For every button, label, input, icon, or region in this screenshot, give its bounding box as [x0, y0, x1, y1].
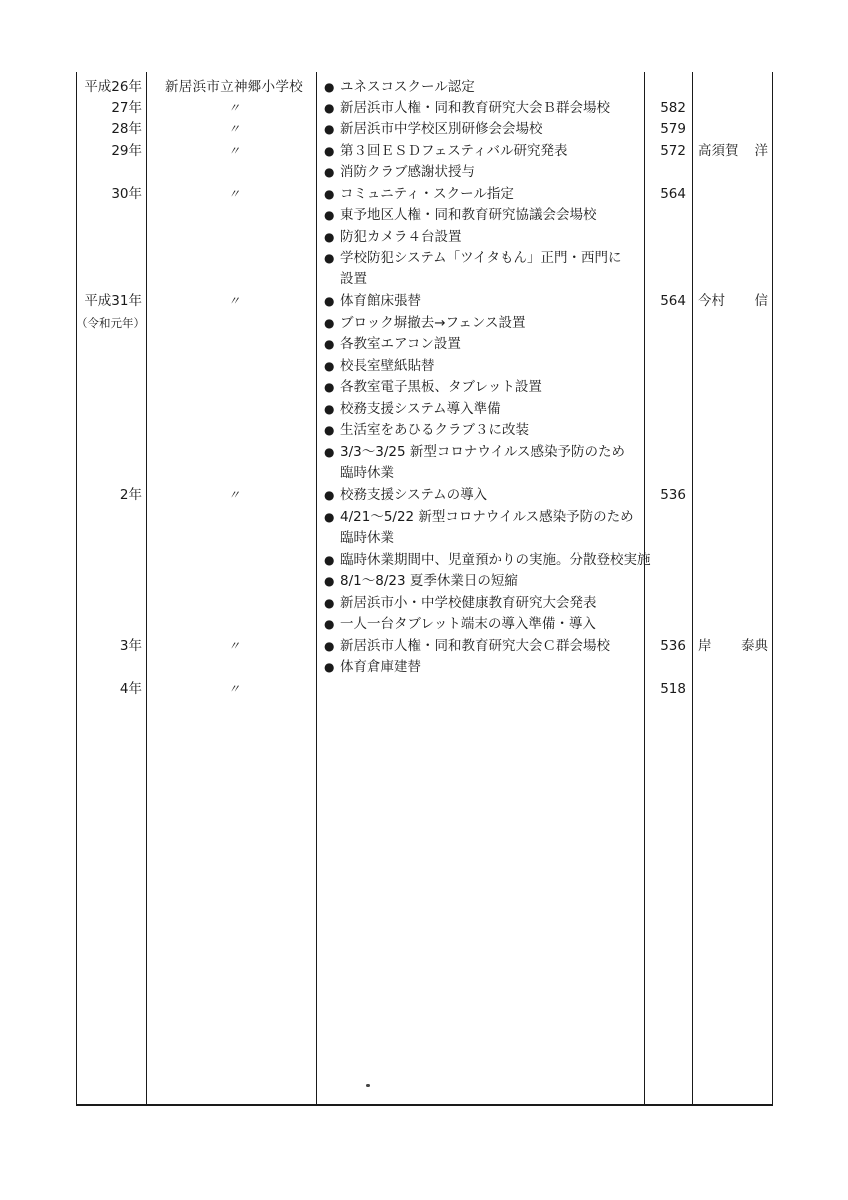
year-cell: 28年 — [111, 121, 142, 137]
bullet-icon: ● — [324, 445, 335, 459]
event-item: 体育館床張替 — [340, 293, 421, 309]
bullet-icon: ● — [324, 423, 335, 437]
bullet-icon: ● — [324, 337, 335, 351]
event-item: 4/21～5/22 新型コロナウイルス感染予防のため — [340, 509, 634, 525]
event-item: ブロック塀撤去→フェンス設置 — [340, 315, 526, 331]
column-divider-events — [644, 72, 645, 1106]
student-count: 582 — [660, 100, 686, 116]
event-item: ユネスコスクール認定 — [340, 79, 475, 95]
student-count: 518 — [660, 681, 686, 697]
ditto-mark: 〃 — [227, 122, 240, 136]
bullet-icon: ● — [324, 596, 335, 610]
ditto-mark: 〃 — [227, 294, 240, 308]
scan-speck — [366, 1084, 370, 1087]
table-right-border — [772, 72, 773, 1106]
school-cell: 新居浜市立神郷小学校 — [165, 79, 303, 95]
principal-name — [698, 636, 768, 657]
ditto-mark: 〃 — [227, 488, 240, 502]
bullet-icon: ● — [324, 617, 335, 631]
year-cell: 27年 — [111, 100, 142, 116]
bullet-icon: ● — [324, 402, 335, 416]
bullet-icon: ● — [324, 553, 335, 567]
bullet-icon: ● — [324, 294, 335, 308]
bullet-icon: ● — [324, 230, 335, 244]
bullet-icon: ● — [324, 639, 335, 653]
bullet-icon: ● — [324, 574, 335, 588]
principal-given-name: 泰典 — [741, 638, 768, 654]
student-count: 564 — [660, 186, 686, 202]
bullet-icon: ● — [324, 660, 335, 674]
year-cell: 30年 — [111, 186, 142, 202]
event-item-continuation: 臨時休業 — [340, 530, 394, 546]
year-cell: 4年 — [119, 681, 142, 697]
bullet-icon: ● — [324, 80, 335, 94]
bullet-icon: ● — [324, 187, 335, 201]
ditto-mark: 〃 — [227, 101, 240, 115]
bullet-icon: ● — [324, 122, 335, 136]
bullet-icon: ● — [324, 208, 335, 222]
event-item: 消防クラブ感謝状授与 — [340, 164, 475, 180]
event-item: 新居浜市小・中学校健康教育研究大会発表 — [340, 595, 597, 611]
year-subnote: （令和元年） — [76, 316, 145, 330]
event-item: 8/1～8/23 夏季休業日の短縮 — [340, 573, 518, 589]
column-divider-school — [316, 72, 317, 1106]
table-left-border — [76, 72, 77, 1106]
principal-name — [698, 141, 768, 162]
principal-given-name: 信 — [754, 293, 768, 309]
event-item: 一人一台タブレット端末の導入準備・導入 — [340, 616, 596, 632]
ditto-mark: 〃 — [227, 639, 240, 653]
event-item: 新居浜市中学校区別研修会会場校 — [340, 121, 543, 137]
year-cell: 平成31年 — [84, 293, 142, 309]
principal-surname: 高須賀 — [698, 143, 739, 159]
student-count: 536 — [660, 487, 686, 503]
event-item: 新居浜市人権・同和教育研究大会Ｂ群会場校 — [340, 100, 610, 116]
history-table — [76, 72, 773, 1106]
event-item: 各教室エアコン設置 — [340, 336, 461, 352]
event-item: 校務支援システムの導入 — [340, 487, 488, 503]
bullet-icon: ● — [324, 144, 335, 158]
principal-surname: 今村 — [698, 293, 725, 309]
principal-surname: 岸 — [698, 638, 712, 654]
event-item: 体育倉庫建替 — [340, 659, 421, 675]
event-item: 新居浜市人権・同和教育研究大会Ｃ群会場校 — [340, 638, 610, 654]
year-cell: 2年 — [119, 487, 142, 503]
principal-name — [698, 291, 768, 312]
bullet-icon: ● — [324, 101, 335, 115]
event-item: 東予地区人権・同和教育研究協議会会場校 — [340, 207, 597, 223]
table-bottom-border — [76, 1104, 773, 1106]
bullet-icon: ● — [324, 510, 335, 524]
bullet-icon: ● — [324, 380, 335, 394]
bullet-icon: ● — [324, 251, 335, 265]
event-item: 学校防犯システム「ツイタもん」正門・西門に — [340, 250, 622, 266]
event-item: 臨時休業期間中、児童預かりの実施。分散登校実施 — [340, 552, 651, 568]
bullet-icon: ● — [324, 359, 335, 373]
column-divider-year — [146, 72, 147, 1106]
bullet-icon: ● — [324, 316, 335, 330]
event-item-continuation: 臨時休業 — [340, 465, 394, 481]
year-cell: 29年 — [111, 143, 142, 159]
principal-given-name: 洋 — [754, 143, 768, 159]
ditto-mark: 〃 — [227, 682, 240, 696]
event-item: 各教室電子黒板、タブレット設置 — [340, 379, 542, 395]
bullet-icon: ● — [324, 165, 335, 179]
event-item: 3/3～3/25 新型コロナウイルス感染予防のため — [340, 444, 626, 460]
student-count: 579 — [660, 121, 686, 137]
student-count: 572 — [660, 143, 686, 159]
student-count: 536 — [660, 638, 686, 654]
column-divider-count — [692, 72, 693, 1106]
event-item: 生活室をあひるクラブ３に改装 — [340, 422, 529, 438]
event-item-continuation: 設置 — [340, 271, 367, 287]
ditto-mark: 〃 — [227, 187, 240, 201]
ditto-mark: 〃 — [227, 144, 240, 158]
event-item: 防犯カメラ４台設置 — [340, 229, 462, 245]
event-item: 第３回ＥＳＤフェスティバル研究発表 — [340, 143, 568, 159]
event-item: 校務支援システム導入準備 — [340, 401, 501, 417]
event-item: コミュニティ・スクール指定 — [340, 186, 514, 202]
year-cell: 平成26年 — [84, 79, 142, 95]
bullet-icon: ● — [324, 488, 335, 502]
event-item: 校長室壁紙貼替 — [340, 358, 435, 374]
student-count: 564 — [660, 293, 686, 309]
year-cell: 3年 — [119, 638, 142, 654]
